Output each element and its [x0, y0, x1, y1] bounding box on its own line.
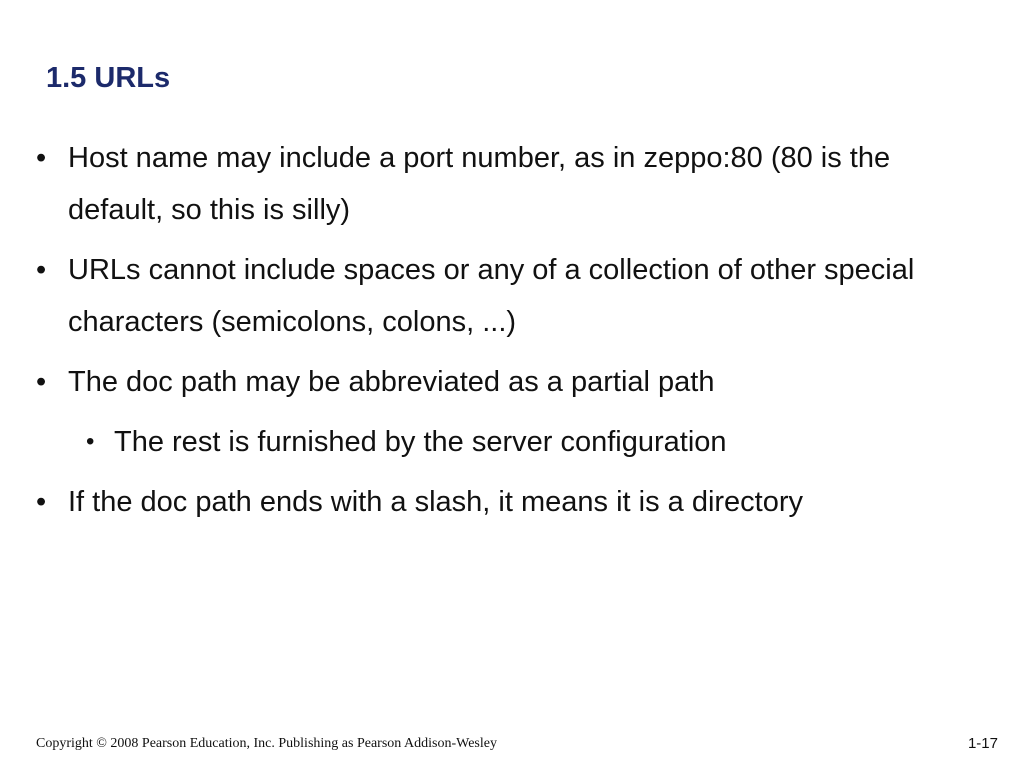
slide-title: 1.5 URLs	[46, 62, 171, 94]
copyright-footer: Copyright © 2008 Pearson Education, Inc. Publishing as Pearson Addison-Wesley	[36, 736, 497, 751]
bullet-text: URLs cannot include spaces or any of a collection of other special characters (semicolons, colons, ...)	[68, 254, 915, 338]
bullet-dot-icon: •	[36, 254, 47, 286]
bullet-text: Host name may include a port number, as in zeppo:80 (80 is the default, so this is silly)	[68, 142, 891, 226]
bullet-text: If the doc path ends with a slash, it means it is a directory	[68, 486, 804, 518]
sub-bullet-dot-icon: •	[86, 428, 95, 455]
page-number: 1-17	[967, 735, 998, 752]
sub-bullet-text: The rest is furnished by the server configuration	[114, 426, 727, 458]
bullet-item	[30, 132, 990, 236]
bullet-item	[30, 476, 990, 528]
bullet-text: The doc path may be abbreviated as a partial path	[68, 366, 715, 398]
bullet-dot-icon: •	[36, 142, 47, 174]
bullet-list	[30, 132, 990, 536]
bullet-dot-icon: •	[36, 486, 47, 518]
bullet-dot-icon: •	[36, 366, 47, 398]
bullet-item	[30, 356, 990, 408]
bullet-item	[30, 244, 990, 348]
sub-bullet-item	[30, 416, 990, 468]
